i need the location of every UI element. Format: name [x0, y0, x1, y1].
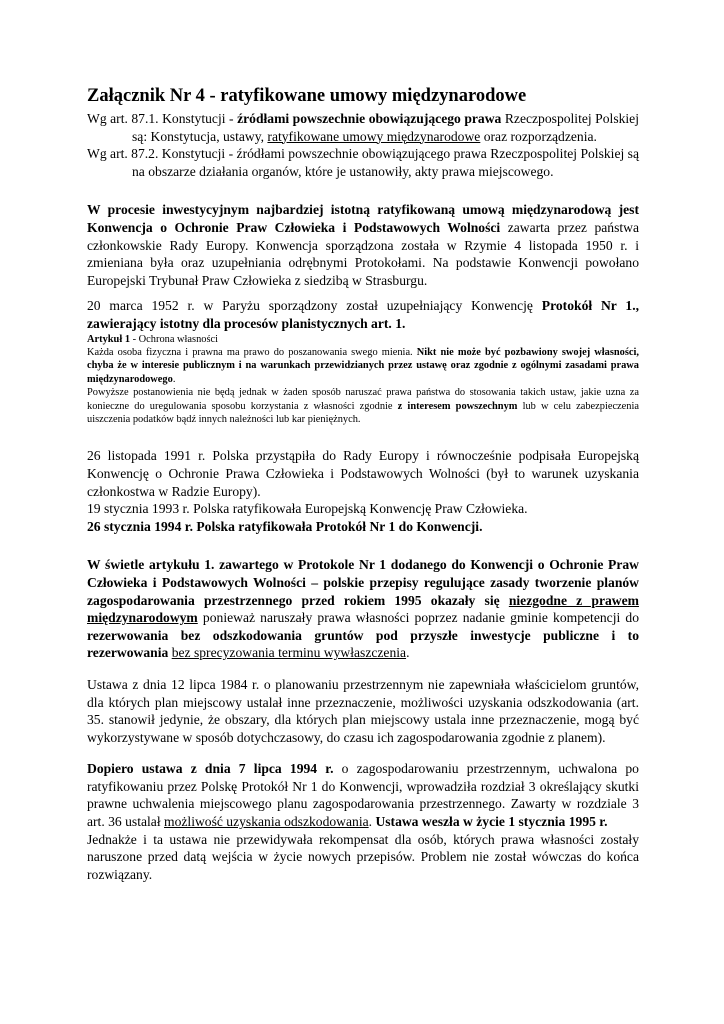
text-span: Nikt nie może być pozbawiony swojej własności, chyba że w interesie publicznym i na warunkach przewidzianych przez ustawę oraz zgodnie z ogólnymi zasadami prawa międzynarodowego — [87, 346, 639, 385]
text-span: ratyfikowane umowy międzynarodowe — [267, 128, 481, 144]
history-line-1994: 26 stycznia 1994 r. Polska ratyfikowała Protokół Nr 1 do Konwencji. — [87, 518, 483, 534]
act-1984-paragraph: Ustawa z dnia 12 lipca 1984 r. o planowaniu przestrzennym nie zapewniała właścicielom gruntów, dla których plan miejscowy ustalał inne przeznaczenie, możliwości uzyskania odszkodowania (art. 35. stanowił jedynie, że obszary, dla których plan miejscowy ustala inne przeznaczenie, mogą być wykorzystywane w sposób dotychczasowy, do czasu ich zagospodarowania zgodnie z planem). — [87, 676, 639, 745]
text-span: rezerwowania bez odszkodowania gruntów pod przyszłe inwestycje publiczne i to rezerwowania — [87, 627, 639, 661]
text-span: ponieważ naruszały prawa własności poprzez nadanie gminie kompetencji do — [197, 610, 639, 626]
act-1994-paragraph — [87, 760, 639, 830]
text-span: . — [368, 814, 376, 830]
text-span: Każda osoba fizyczna i prawna ma prawo do poszanowania swego mienia. — [87, 346, 417, 358]
text-span: Protokół Nr 1., zawierający istotny dla procesów planistycznych art. 1. — [87, 298, 639, 331]
text-span: oraz rozporządzenia. — [480, 128, 597, 144]
text-span: 20 marca 1952 r. w Paryżu sporządzony został uzupełniający Konwencję — [87, 298, 542, 314]
page-title: Załącznik Nr 4 - ratyfikowane umowy międzynarodowe — [87, 86, 527, 106]
text-span: możliwość uzyskania odszkodowania — [164, 814, 369, 830]
history-line-1991: 26 listopada 1991 r. Polska przystąpiła do Rady Europy i równocześnie podpisała Europejską Konwencję o Ochronie Prawa Człowieka i Podstawowych Wolności (był to warunek uzyskania członkostwa w Radzie Europy). — [87, 448, 639, 499]
text-span: zawarta przez państwa członkowskie Rady Europy. Konwencja sporządzona została w Rzymie 4 listopada 1950 r. i zmieniana była oraz uzupełniania odrębnymi Protokołami. Na podstawie Konwencji powołano Europejski Trybunał Praw Człowieka z siedzibą w Strasburgu. — [87, 219, 639, 288]
protocol-compliance-paragraph — [87, 556, 639, 662]
closing-paragraph: Jednakże i ta ustawa nie przewidywała rekompensat dla osób, których prawa własności zostały naruszone przed datą wejścia w życie nowych przepisów. Problem nie został wówczas do końca rozwiązany. — [87, 831, 639, 882]
protocol-paragraph — [87, 297, 639, 332]
text-span: Rzeczpospolitej Polskiej są: Konstytucja, ustawy, — [132, 111, 639, 144]
text-span: Powyższe postanowienia nie będą jednak w żaden sposób naruszać prawa państwa do stosowania takich ustaw, jakie uzna za konieczne do uregulowania sposobu korzystania z własności zgodnie — [87, 387, 639, 412]
text-span: Wg art. 87.1. Konstytucji - — [87, 111, 238, 126]
convention-paragraph — [87, 201, 639, 289]
history-line-1993: 19 stycznia 1993 r. Polska ratyfikowała Europejską Konwencję Praw Człowieka. — [87, 501, 528, 517]
text-span: - Ochrona własności — [130, 333, 219, 345]
text-span: lub w celu zabezpieczenia uiszczenia podatków bądź innych należności lub kar pieniężnych. — [87, 400, 639, 425]
art-87-2-paragraph: Wg art. 87.2. Konstytucji - źródłami powszechnie obowiązującego prawa Rzeczpospolitej Polskiej są na obszarze działania organów, które je ustanowiły, akty prawa miejscowego. — [87, 146, 639, 179]
text-span: o zagospodarowaniu przestrzennym, uchwalona po ratyfikowaniu przez Polskę Protokół Nr 1 do Konwencji, wprowadziła rozdział 3 określający skutki prawne uchwalenia miejscowego planu zagospodarowania przestrzennego. Zawarty w rozdziale 3 art. 36 ustalał — [87, 761, 639, 830]
text-span: źródłami powszechnie obowiązującego prawa — [237, 111, 502, 126]
text-span: W procesie inwestycyjnym najbardziej istotną ratyfikowaną umową międzynarodową jest Konwencja o Ochronie Praw Człowieka i Podstawowych Wolności — [87, 202, 639, 235]
text-span: W świetle artykułu 1. zawartego w Protokole Nr 1 dodanego do Konwencji o Ochronie Praw Człowieka i Podstawowych Wolności – polskie przepisy regulujące zasady tworzenie planów zagospodarowania przestrzennego przed rokiem 1995 okazały się — [87, 557, 639, 608]
text-span: Artykuł 1 — [87, 333, 131, 345]
text-span: . — [172, 373, 176, 385]
text-span: niezgodne z prawem międzynarodowym — [87, 592, 639, 626]
text-span: bez sprecyzowania terminu wywłaszczenia — [171, 645, 407, 661]
art-87-1-paragraph — [87, 110, 639, 145]
article-1-heading — [87, 333, 639, 346]
text-span: Ustawa weszła w życie 1 stycznia 1995 r. — [375, 814, 608, 830]
article-1-paragraph-1 — [87, 346, 639, 386]
text-span: z interesem powszechnym — [397, 400, 518, 412]
document-page — [87, 85, 639, 883]
text-span: Dopiero ustawa z dnia 7 lipca 1994 r. — [87, 761, 334, 777]
article-1-paragraph-2 — [87, 386, 639, 426]
text-span: . — [406, 645, 410, 661]
